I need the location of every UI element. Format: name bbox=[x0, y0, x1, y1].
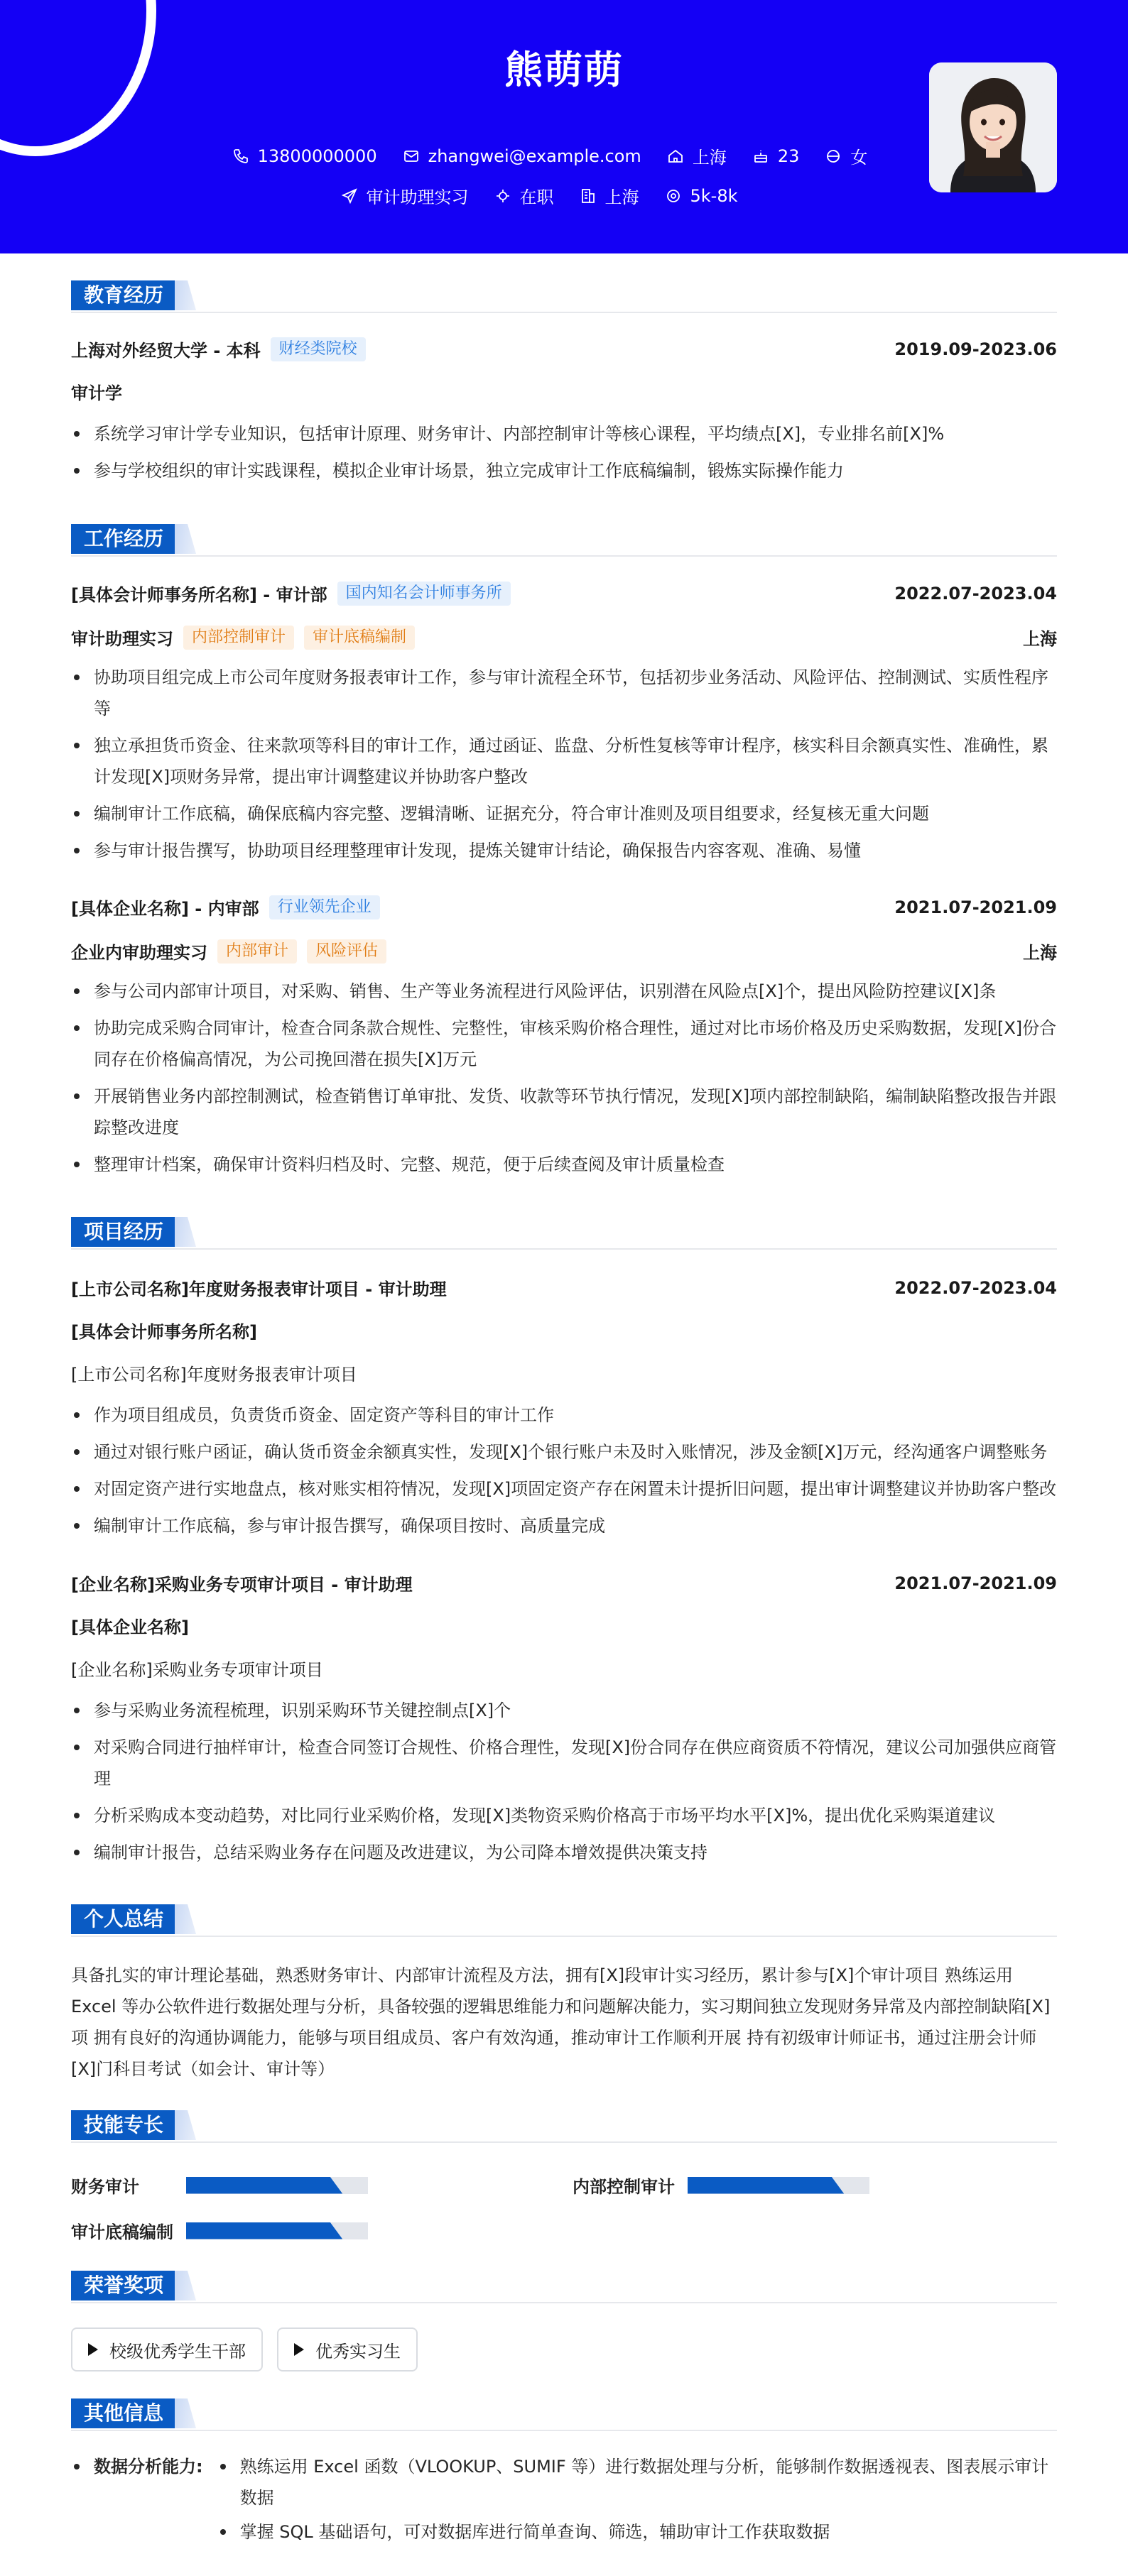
city-text: 上海 bbox=[604, 187, 639, 207]
email-text: zhangwei@example.com bbox=[428, 146, 641, 166]
section-title: 个人总结 bbox=[71, 1904, 176, 1934]
section-title-accent bbox=[175, 524, 196, 554]
project-org: [具体会计师事务所名称] bbox=[71, 1322, 257, 1342]
skill-bar-fill bbox=[186, 2222, 342, 2239]
list-item: 参与学校组织的审计实践课程，模拟企业审计场景，独立完成审计工作底稿编制，锻炼实际操作能力 bbox=[71, 455, 1057, 486]
section-projects bbox=[71, 1217, 1057, 1248]
salary-text: 5k-8k bbox=[690, 185, 738, 206]
role-tag: 审计底稿编制 bbox=[304, 626, 415, 650]
job-target-item bbox=[341, 183, 469, 208]
skill-item bbox=[71, 2218, 368, 2243]
award-label: 校级优秀学生干部 bbox=[109, 2341, 246, 2362]
list-item: 开展销售业务内部控制测试，检查销售订单审批、发货、收款等环节执行情况，发现[X]项内部控制缺陷，编制缺陷整改报告并跟踪整改进度 bbox=[71, 1081, 1057, 1143]
bullet-dot bbox=[220, 2529, 226, 2535]
section-work bbox=[71, 524, 1057, 555]
project-1-header bbox=[71, 1275, 1057, 1300]
section-title-accent bbox=[175, 2398, 196, 2428]
list-item: 编制审计工作底稿，确保底稿内容完整、逻辑清晰、证据充分，符合审计准则及项目组要求，经复核无重大问题 bbox=[71, 798, 1057, 829]
skill-bar bbox=[688, 2177, 869, 2194]
status-icon bbox=[494, 187, 511, 204]
location-item bbox=[667, 143, 727, 168]
send-icon bbox=[341, 187, 358, 204]
skill-label: 财务审计 bbox=[71, 2177, 139, 2197]
play-icon bbox=[294, 2343, 304, 2356]
play-icon bbox=[88, 2343, 98, 2356]
role-name: 企业内审助理实习 bbox=[71, 943, 207, 963]
project-subtitle: [上市公司名称]年度财务报表审计项目 bbox=[71, 1365, 357, 1385]
project-1-org bbox=[71, 1318, 1057, 1343]
award-badge bbox=[277, 2327, 418, 2372]
section-skills bbox=[71, 2110, 1057, 2141]
list-item: 整理审计档案，确保审计资料归档及时、完整、规范，便于后续查阅及审计质量检查 bbox=[71, 1149, 1057, 1180]
other-info bbox=[71, 2451, 1057, 2548]
work-1-bullets bbox=[71, 662, 1057, 872]
project-2-bullets bbox=[71, 1695, 1057, 1874]
cake-icon bbox=[752, 148, 769, 165]
skill-item bbox=[71, 2173, 368, 2198]
school-tag: 财经类院校 bbox=[271, 337, 366, 361]
company-name: [具体会计师事务所名称] - 审计部 bbox=[71, 585, 327, 605]
candidate-name: 熊萌萌 bbox=[504, 48, 624, 92]
section-title: 其他信息 bbox=[71, 2398, 176, 2428]
job-target-text: 审计助理实习 bbox=[366, 187, 469, 207]
project-date: 2022.07-2023.04 bbox=[894, 1277, 1057, 1298]
project-2-subtitle bbox=[71, 1656, 1057, 1681]
list-item: 分析采购成本变动趋势，对比同行业采购价格，发现[X]类物资采购价格高于市场平均水平[X]%，提出优化采购渠道建议 bbox=[71, 1800, 1057, 1831]
school-name: 上海对外经贸大学 - 本科 bbox=[71, 341, 261, 361]
education-header bbox=[71, 337, 1057, 361]
section-title: 教育经历 bbox=[71, 280, 176, 310]
skill-label: 内部控制审计 bbox=[573, 2177, 675, 2197]
award-badge bbox=[71, 2327, 263, 2372]
work-city: 上海 bbox=[1023, 943, 1057, 963]
section-title: 荣誉奖项 bbox=[71, 2271, 176, 2301]
bullet-dot bbox=[220, 2464, 226, 2469]
other-item-text: 掌握 SQL 基础语句，可对数据库进行简单查询、筛选，辅助审计工作获取数据 bbox=[239, 2522, 830, 2542]
list-item bbox=[217, 2516, 1057, 2548]
role-tag: 内部控制审计 bbox=[183, 626, 294, 650]
section-title: 工作经历 bbox=[71, 524, 176, 554]
list-item: 通过对银行账户函证，确认货币资金余额真实性，发现[X]个银行账户未及时入账情况，涉及金额[X]万元，经沟通客户调整账务 bbox=[71, 1436, 1057, 1468]
section-other bbox=[71, 2398, 1057, 2430]
section-title-accent bbox=[175, 1904, 196, 1934]
gender-icon bbox=[825, 148, 842, 165]
project-1-bullets bbox=[71, 1399, 1057, 1547]
major-name: 审计学 bbox=[71, 383, 122, 403]
project-title: [上市公司名称]年度财务报表审计项目 - 审计助理 bbox=[71, 1279, 447, 1299]
section-title-accent bbox=[175, 2110, 196, 2140]
home-icon bbox=[667, 148, 684, 165]
education-bullets bbox=[71, 418, 1057, 492]
work-date: 2022.07-2023.04 bbox=[894, 583, 1057, 604]
project-date: 2021.07-2021.09 bbox=[894, 1573, 1057, 1593]
section-summary bbox=[71, 1904, 1057, 1936]
work-date: 2021.07-2021.09 bbox=[894, 897, 1057, 917]
project-org: [具体企业名称] bbox=[71, 1617, 189, 1637]
phone-text: 13800000000 bbox=[257, 146, 377, 166]
list-item: 对固定资产进行实地盘点，核对账实相符情况，发现[X]项固定资产存在闲置未计提折旧问题，提出审计调整建议并协助客户整改 bbox=[71, 1473, 1057, 1505]
other-sublist bbox=[217, 2451, 1057, 2548]
location-text: 上海 bbox=[692, 148, 727, 168]
work-2-bullets bbox=[71, 976, 1057, 1186]
section-divider bbox=[71, 2430, 1057, 2431]
section-title: 技能专长 bbox=[71, 2110, 176, 2140]
list-item: 对采购合同进行抽样审计，检查合同签订合规性、价格合理性，发现[X]份合同存在供应商资质不符情况，建议公司加强供应商管理 bbox=[71, 1732, 1057, 1794]
other-item-text: 熟练运用 Excel 函数（VLOOKUP、SUMIF 等）进行数据处理与分析，能够制作数据透视表、图表展示审计数据 bbox=[239, 2457, 1049, 2508]
phone-item bbox=[232, 146, 377, 166]
list-item: 编制审计工作底稿，参与审计报告撰写，确保项目按时、高质量完成 bbox=[71, 1510, 1057, 1541]
section-divider bbox=[71, 312, 1057, 313]
age-item bbox=[752, 146, 800, 166]
section-divider bbox=[71, 555, 1057, 557]
profile-photo bbox=[929, 62, 1057, 192]
list-item: 参与审计报告撰写，协助项目经理整理审计发现，提炼关键审计结论，确保报告内容客观、准确、易懂 bbox=[71, 835, 1057, 866]
section-divider bbox=[71, 1936, 1057, 1937]
summary-text: 具备扎实的审计理论基础，熟悉财务审计、内部审计流程及方法，拥有[X]段审计实习经历，累计参与[X]个审计项目 熟练运用 Excel 等办公软件进行数据处理与分析，具备较强的逻辑思维能力和问题解决能力，实习期间独立发现财务异常及内部控制缺陷[X]项 拥有良好的沟通协调能力，能够与项目组成员、客户有效沟通，推动审计工作顺利开展 持有初级审计师证书，通过注册会计师[X]门科目考试（如会计、审计等） bbox=[71, 1965, 1051, 2079]
project-2-org bbox=[71, 1613, 1057, 1638]
work-1-header bbox=[71, 581, 1057, 606]
company-tag: 国内知名会计师事务所 bbox=[337, 582, 511, 606]
work-2-role bbox=[71, 939, 1057, 964]
section-title: 项目经历 bbox=[71, 1217, 176, 1247]
section-title-accent bbox=[175, 2271, 196, 2301]
list-item: 参与采购业务流程梳理，识别采购环节关键控制点[X]个 bbox=[71, 1695, 1057, 1726]
skill-bar-fill bbox=[186, 2177, 342, 2194]
section-title-accent bbox=[175, 280, 196, 310]
skill-item bbox=[573, 2173, 869, 2198]
list-item bbox=[217, 2451, 1057, 2514]
project-subtitle: [企业名称]采购业务专项审计项目 bbox=[71, 1660, 323, 1680]
company-tag: 行业领先企业 bbox=[269, 895, 380, 919]
award-label: 优秀实习生 bbox=[315, 2341, 401, 2362]
role-name: 审计助理实习 bbox=[71, 629, 173, 649]
skill-bar bbox=[186, 2177, 368, 2194]
project-1-subtitle bbox=[71, 1360, 1057, 1385]
section-education bbox=[71, 280, 1057, 312]
skill-bar-fill bbox=[688, 2177, 844, 2194]
major-row bbox=[71, 379, 1057, 404]
salary-item bbox=[665, 186, 738, 206]
list-item: 参与公司内部审计项目，对采购、销售、生产等业务流程进行风险评估，识别潜在风险点[X]个，提出风险防控建议[X]条 bbox=[71, 976, 1057, 1007]
work-1-role bbox=[71, 625, 1057, 650]
gender-item bbox=[825, 143, 867, 168]
list-item: 协助完成采购合同审计，检查合同条款合规性、完整性，审核采购价格合理性，通过对比市场价格及历史采购数据，发现[X]份合同存在价格偏高情况，为公司挽回潜在损失[X]万元 bbox=[71, 1013, 1057, 1075]
project-2-header bbox=[71, 1571, 1057, 1595]
building-icon bbox=[580, 187, 597, 204]
other-label: 数据分析能力: bbox=[94, 2457, 203, 2477]
section-honors bbox=[71, 2271, 1057, 2302]
project-title: [企业名称]采购业务专项审计项目 - 审计助理 bbox=[71, 1575, 413, 1595]
coin-icon bbox=[665, 187, 682, 204]
age-text: 23 bbox=[777, 146, 800, 166]
city-item bbox=[580, 183, 639, 208]
bullet-dot bbox=[74, 2464, 80, 2469]
gender-text: 女 bbox=[850, 148, 868, 168]
resume-header bbox=[0, 0, 1128, 253]
education-date: 2019.09-2023.06 bbox=[894, 339, 1057, 359]
work-2-header bbox=[71, 895, 1057, 919]
email-item bbox=[403, 146, 641, 166]
section-divider bbox=[71, 2141, 1057, 2143]
list-item: 独立承担货币资金、往来款项等科目的审计工作，通过函证、监盘、分析性复核等审计程序，核实科目余额真实性、准确性，累计发现[X]项财务异常，提出审计调整建议并协助客户整改 bbox=[71, 730, 1057, 792]
list-item: 系统学习审计学专业知识，包括审计原理、财务审计、内部控制审计等核心课程，平均绩点[X]，专业排名前[X]% bbox=[71, 418, 1057, 449]
phone-icon bbox=[232, 148, 249, 165]
section-title-accent bbox=[175, 1217, 196, 1247]
skill-bar bbox=[186, 2222, 368, 2239]
list-item: 编制审计报告，总结采购业务存在问题及改进建议，为公司降本增效提供决策支持 bbox=[71, 1837, 1057, 1868]
section-divider bbox=[71, 1248, 1057, 1250]
list-item: 协助项目组完成上市公司年度财务报表审计工作，参与审计流程全环节，包括初步业务活动、风险评估、控制测试、实质性程序等 bbox=[71, 662, 1057, 724]
status-item bbox=[494, 183, 554, 208]
role-tag: 风险评估 bbox=[307, 939, 386, 964]
section-divider bbox=[71, 2302, 1057, 2303]
status-text: 在职 bbox=[519, 187, 554, 207]
work-city: 上海 bbox=[1023, 629, 1057, 649]
role-tag: 内部审计 bbox=[217, 939, 297, 964]
company-name: [具体企业名称] - 内审部 bbox=[71, 899, 259, 919]
mail-icon bbox=[403, 148, 420, 165]
skill-label: 审计底稿编制 bbox=[71, 2222, 173, 2242]
list-item: 作为项目组成员，负责货币资金、固定资产等科目的审计工作 bbox=[71, 1399, 1057, 1431]
